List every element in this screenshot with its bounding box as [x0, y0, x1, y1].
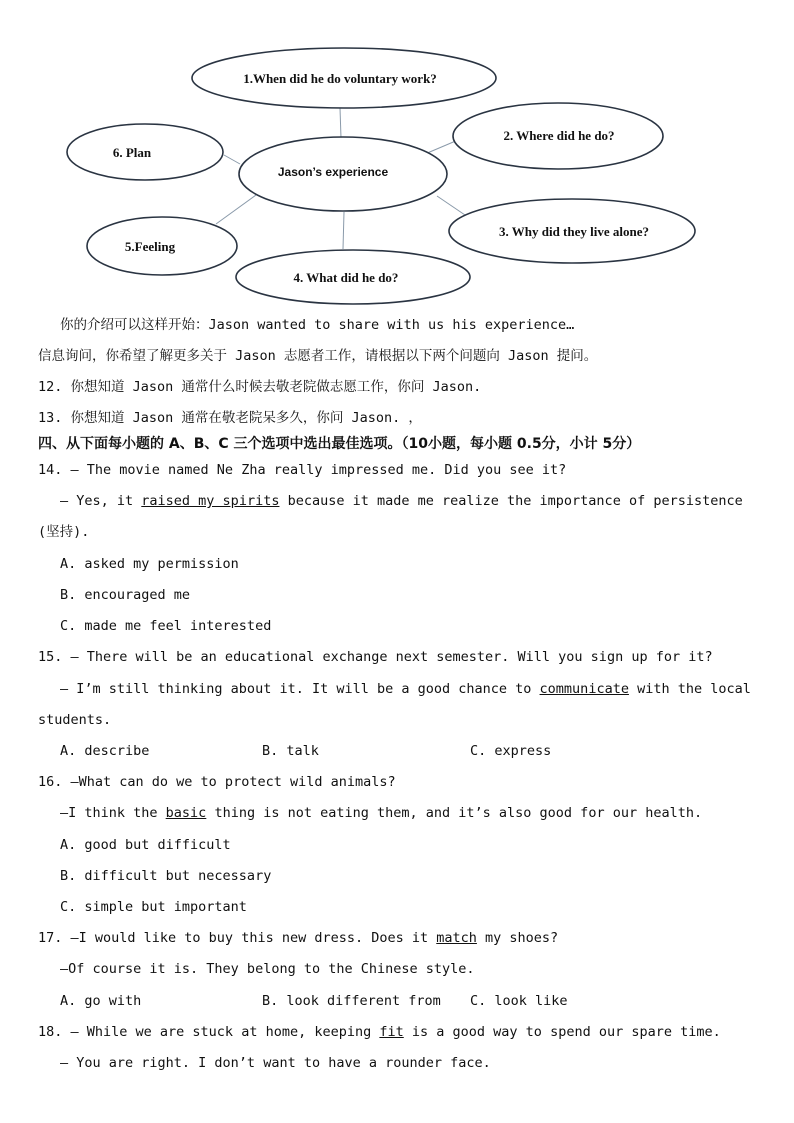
inquiry-line: 信息询问，你希望了解更多关于 Jason 志愿者工作，请根据以下两个问题向 Jason 提问。 — [38, 348, 598, 364]
q17-stem-post: my shoes? — [476, 930, 559, 946]
q14-option-c: C. made me feel interested — [60, 618, 272, 634]
node-1-label: 1.When did he do voluntary work? — [243, 71, 437, 86]
q16-option-a: A. good but difficult — [60, 837, 231, 853]
q16-response — [60, 803, 702, 823]
q16-response-post: thing is not eating them, and it’s also good for our health. — [206, 805, 703, 821]
intro-line: 你的介绍可以这样开始：Jason wanted to share with us his experience… — [60, 317, 575, 333]
q16-option-b: B. difficult but necessary — [60, 868, 272, 884]
q14-response-post: because it made me realize the importance of persistence — [279, 493, 743, 509]
q18-stem-post: is a good way to spend our spare time. — [403, 1024, 721, 1040]
connector-5 — [216, 195, 256, 224]
q15-option-c: C. express — [470, 743, 552, 759]
q14-stem: 14. — The movie named Ne Zha really impressed me. Did you see it? — [38, 462, 567, 478]
section-4-heading: 四、从下面每小题的 A、B、C 三个选项中选出最佳选项。（10小题，每小题 0.5分，小计 5分） — [38, 436, 641, 452]
node-5-label: 5.Feeling — [124, 239, 176, 254]
connector-4 — [343, 212, 344, 249]
mind-map-diagram — [0, 0, 794, 310]
q16-response-pre: —I think the — [60, 805, 166, 821]
q16-underlined-word: basic — [165, 805, 207, 821]
q17-response: —Of course it is. They belong to the Chinese style. — [60, 961, 475, 977]
node-6-label: 6. Plan — [112, 145, 152, 160]
q17-stem — [38, 928, 558, 948]
q15-response-pre: — I’m still thinking about it. It will be a good chance to — [60, 681, 540, 697]
q17-stem-pre: 17. —I would like to buy this new dress. Does it — [38, 930, 437, 946]
node-2-label: 2. Where did he do? — [503, 128, 615, 143]
connector-3 — [437, 196, 465, 215]
q15-underlined-word: communicate — [539, 681, 629, 697]
question-12: 12. 你想知道 Jason 通常什么时候去敬老院做志愿工作，你问 Jason. — [38, 379, 482, 395]
q17-option-a: A. go with — [60, 993, 142, 1009]
q14-option-b: B. encouraged me — [60, 587, 191, 603]
q14-response-cont: (坚持). — [38, 524, 90, 540]
q14-underlined-phrase: raised my spirits — [141, 493, 280, 509]
q18-stem-pre: 18. — While we are stuck at home, keeping — [38, 1024, 380, 1040]
q17-underlined-word: match — [436, 930, 477, 946]
q15-option-a: A. describe — [60, 743, 150, 759]
connector-1 — [340, 108, 341, 138]
q15-response-cont: students. — [38, 712, 112, 728]
q15-stem: 15. — There will be an educational exchange next semester. Will you sign up for it? — [38, 649, 713, 665]
q18-stem — [38, 1022, 721, 1042]
q14-response-pre: — Yes, it — [60, 493, 142, 509]
connector-2 — [425, 140, 458, 154]
center-label: Jason’s experience — [277, 165, 389, 179]
q15-option-b: B. talk — [262, 743, 319, 759]
q18-underlined-word: fit — [379, 1024, 404, 1040]
q17-option-c: C. look like — [470, 993, 568, 1009]
question-13: 13. 你想知道 Jason 通常在敬老院呆多久，你问 Jason. ， — [38, 410, 422, 426]
q16-stem: 16. —What can do we to protect wild animals? — [38, 774, 396, 790]
q15-response-post: with the local — [628, 681, 751, 697]
q14-option-a: A. asked my permission — [60, 556, 239, 572]
q18-response: — You are right. I don’t want to have a rounder face. — [60, 1055, 491, 1071]
q15-response — [60, 679, 751, 699]
q14-response — [60, 491, 743, 511]
q17-option-b: B. look different from — [262, 993, 441, 1009]
q16-option-c: C. simple but important — [60, 899, 247, 915]
node-3-label: 3. Why did they live alone? — [498, 224, 650, 239]
connector-6 — [224, 155, 240, 164]
node-4-label: 4. What did he do? — [293, 270, 399, 285]
